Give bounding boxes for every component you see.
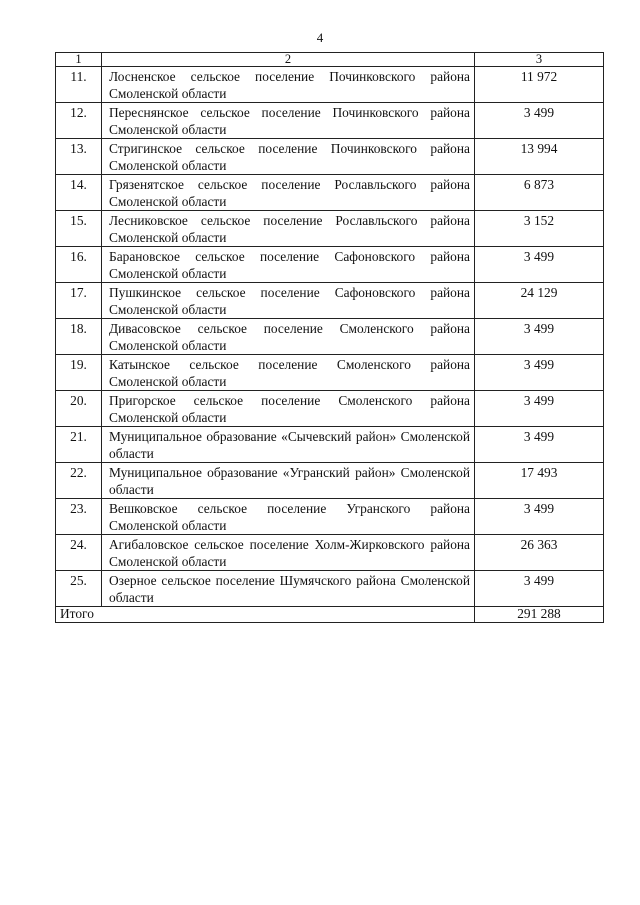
allocation-value: 3 499	[475, 247, 604, 283]
table-row	[56, 103, 604, 139]
column-number-header-row	[56, 53, 604, 67]
row-number: 24.	[56, 535, 102, 571]
settlement-name: Агибаловское сельское поселение Холм-Жирковского района Смоленской области	[102, 535, 475, 571]
settlement-name: Катынское сельское поселение Смоленского района Смоленской области	[102, 355, 475, 391]
table-row	[56, 211, 604, 247]
row-number: 15.	[56, 211, 102, 247]
allocation-value: 3 499	[475, 355, 604, 391]
table-row	[56, 499, 604, 535]
settlement-name: Вешковское сельское поселение Угранского района Смоленской области	[102, 499, 475, 535]
allocation-value: 3 152	[475, 211, 604, 247]
allocation-value: 3 499	[475, 427, 604, 463]
column-header-3: 3	[475, 53, 604, 67]
row-number: 18.	[56, 319, 102, 355]
table-row	[56, 247, 604, 283]
settlement-name: Стригинское сельское поселение Починковского района Смоленской области	[102, 139, 475, 175]
allocation-value: 6 873	[475, 175, 604, 211]
table-body	[56, 53, 604, 623]
row-number: 25.	[56, 571, 102, 607]
page-number: 4	[316, 30, 324, 45]
table-row	[56, 535, 604, 571]
row-number: 12.	[56, 103, 102, 139]
table-row	[56, 571, 604, 607]
settlement-name: Переснянское сельское поселение Починковского района Смоленской области	[102, 103, 475, 139]
total-value: 291 288	[475, 607, 604, 623]
settlement-name: Пушкинское сельское поселение Сафоновского района Смоленской области	[102, 283, 475, 319]
allocation-value: 11 972	[475, 67, 604, 103]
table-row	[56, 67, 604, 103]
row-number: 13.	[56, 139, 102, 175]
table-row	[56, 427, 604, 463]
settlement-name: Озерное сельское поселение Шумячского района Смоленской области	[102, 571, 475, 607]
allocation-value: 26 363	[475, 535, 604, 571]
row-number: 16.	[56, 247, 102, 283]
total-row	[56, 607, 604, 623]
table-row	[56, 319, 604, 355]
allocation-value: 3 499	[475, 571, 604, 607]
table-row	[56, 283, 604, 319]
settlement-name: Муниципальное образование «Угранский район» Смоленской области	[102, 463, 475, 499]
allocation-value: 3 499	[475, 319, 604, 355]
table-row	[56, 139, 604, 175]
column-header-1: 1	[56, 53, 102, 67]
allocation-value: 24 129	[475, 283, 604, 319]
row-number: 22.	[56, 463, 102, 499]
settlement-name: Пригорское сельское поселение Смоленского района Смоленской области	[102, 391, 475, 427]
table-row	[56, 463, 604, 499]
allocation-value: 3 499	[475, 499, 604, 535]
row-number: 14.	[56, 175, 102, 211]
column-header-2: 2	[102, 53, 475, 67]
settlement-name: Дивасовское сельское поселение Смоленского района Смоленской области	[102, 319, 475, 355]
allocation-table	[55, 52, 604, 623]
row-number: 21.	[56, 427, 102, 463]
settlement-name: Грязенятское сельское поселение Рославльского района Смоленской области	[102, 175, 475, 211]
row-number: 11.	[56, 67, 102, 103]
allocation-value: 3 499	[475, 391, 604, 427]
allocation-value: 3 499	[475, 103, 604, 139]
table-row	[56, 355, 604, 391]
row-number: 17.	[56, 283, 102, 319]
table-row	[56, 175, 604, 211]
settlement-name: Барановское сельское поселение Сафоновского района Смоленской области	[102, 247, 475, 283]
allocation-value: 17 493	[475, 463, 604, 499]
allocation-value: 13 994	[475, 139, 604, 175]
row-number: 23.	[56, 499, 102, 535]
row-number: 19.	[56, 355, 102, 391]
row-number: 20.	[56, 391, 102, 427]
settlement-name: Лесниковское сельское поселение Рославльского района Смоленской области	[102, 211, 475, 247]
settlement-name: Муниципальное образование «Сычевский район» Смоленской области	[102, 427, 475, 463]
settlement-name: Лосненское сельское поселение Починковского района Смоленской области	[102, 67, 475, 103]
total-label: Итого	[56, 607, 475, 623]
table-row	[56, 391, 604, 427]
